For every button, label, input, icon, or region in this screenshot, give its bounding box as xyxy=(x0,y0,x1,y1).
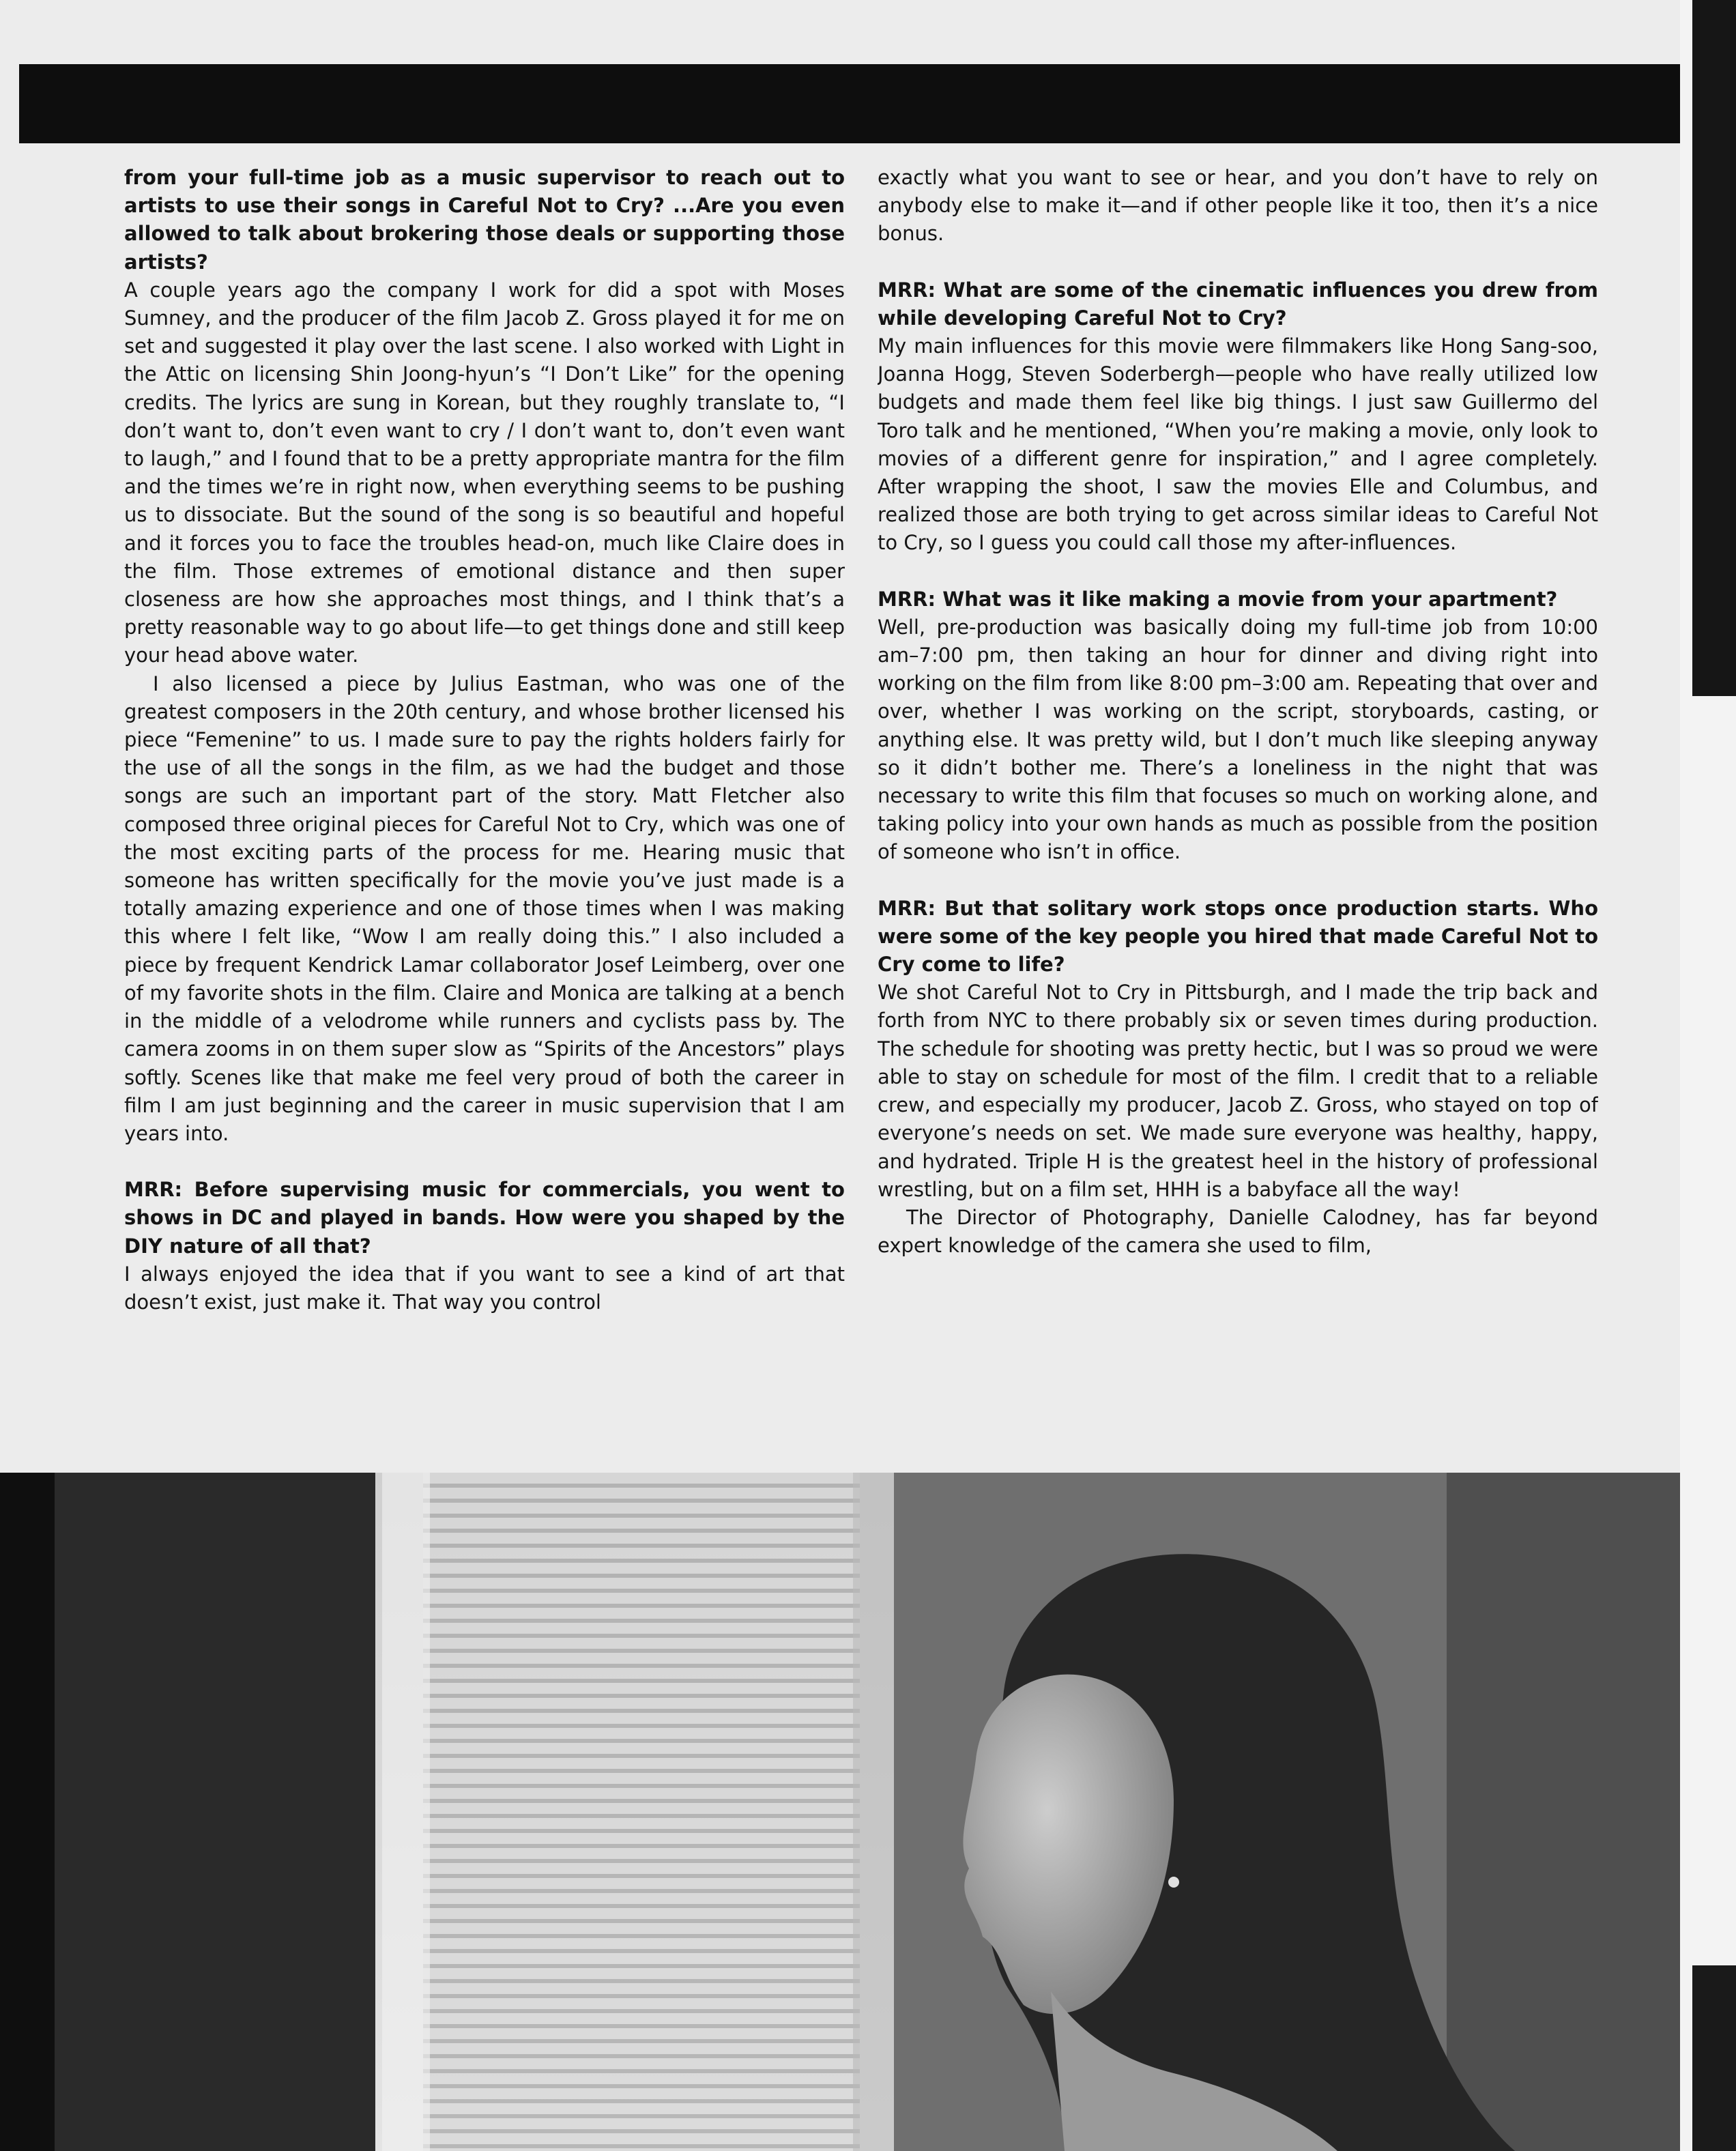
answer-paragraph: exactly what you want to see or hear, and you don’t have to rely on anybody else to make it—and if other people like it too, then it’s a nice bonus. xyxy=(878,166,1598,246)
spine-shadow-top xyxy=(1692,0,1736,696)
left-column xyxy=(124,164,845,1441)
answer-paragraph: My main influences for this movie were filmmakers like Hong Sang-soo, Joanna Hogg, Steven Soderbergh—people who have really utilized low budgets and made them feel like big things. I just saw Guillermo del Toro talk and he mentioned, “When you’re making a movie, only look to movies of a different genre for inspiration,” and I agree completely. After wrapping the shoot, I saw the movies Elle and Columbus, and realized those are both trying to get across similar ideas to Careful Not to Cry, so I guess you could call those my after-influences. xyxy=(878,334,1598,555)
interview-question: MRR: What was it like making a movie from your apartment? xyxy=(878,587,1558,611)
header-black-bar xyxy=(19,64,1680,143)
answer-paragraph: We shot Careful Not to Cry in Pittsburgh, and I made the trip back and forth from NYC to there probably six or seven times during production. The schedule for shooting was pretty hectic, but I was so proud we were able to stay on schedule for most of the film. I credit that to a reliable crew, and especially my producer, Jacob Z. Gross, who stayed on top of everyone’s needs on set. We made sure everyone was healthy, happy, and hydrated. Triple H is the greatest heel in the history of professional wrestling, but on a film set, HHH is a babyface all the way! xyxy=(878,981,1598,1201)
answer-paragraph: A couple years ago the company I work for did a spot with Moses Sumney, and the producer of the film Jacob Z. Gross played it for me on set and suggested it play over the last scene. I also worked with Light in the Attic on licensing Shin Joong-hyun’s “I Don’t Like” for the opening credits. The lyrics are sung in Korean, but they roughly translate to, “I don’t want to, don’t even want to cry / I don’t want to, don’t even want to laugh,” and I found that to be a pretty appropriate mantra for the film and the times we’re in right now, when everything seems to be pushing us to dissociate. But the sound of the song is so beautiful and hopeful and it forces you to face the troubles head-on, much like Claire does in the film. Those extremes of emotional distance and then super closeness are how she approaches most things, and I think that’s a pretty reasonable way to go about life—to get things done and still keep your head above water. xyxy=(124,278,845,667)
right-column xyxy=(878,164,1598,1441)
interview-question: MRR: But that solitary work stops once production starts. Who were some of the key people you hired that made Careful Not to Cry come to life? xyxy=(878,896,1598,977)
interview-question: MRR: Before supervising music for commercials, you went to shows in DC and played in bands. How were you shaped by the DIY nature of all that? xyxy=(124,1178,845,1258)
answer-paragraph: I also licensed a piece by Julius Eastman, who was one of the greatest composers in the 20th century, and whose brother licensed his piece “Femenine” to us. I made sure to pay the rights holders fairly for the use of all the songs in the film, as we had the budget and those songs are such an important part of the story. Matt Fletcher also composed three original pieces for Careful Not to Cry, which was one of the most exciting parts of the process for me. Hearing music that someone has written specifically for the movie you’ve just made is a totally amazing experience and one of those times when I was making this where I felt like, “Wow I am really doing this.” I also included a piece by frequent Kendrick Lamar collaborator Josef Leimberg, over one of my favorite shots in the film. Claire and Monica are talking at a bench in the middle of a velodrome while runners and cyclists pass by. The camera zooms in on them super slow as “Spirits of the Ancestors” plays softly. Scenes like that make me feel very proud of both the career in film I am just beginning and the career in music supervision that I am years into. xyxy=(124,672,845,1145)
answer-paragraph: I always enjoyed the idea that if you want to see a kind of art that doesn’t exist, just make it. That way you control xyxy=(124,1262,845,1314)
interview-question: MRR: What are some of the cinematic influences you drew from while developing Careful Not to Cry? xyxy=(878,278,1598,330)
answer-paragraph: The Director of Photography, Danielle Calodney, has far beyond expert knowledge of the camera she used to film, xyxy=(878,1205,1598,1258)
film-still-illustration xyxy=(0,1473,1680,2151)
answer-paragraph: Well, pre-production was basically doing my full-time job from 10:00 am–7:00 pm, then taking an hour for dinner and diving right into working on the film from like 8:00 pm–3:00 am. Repeating that over and over, whether I was working on the script, storyboards, casting, or anything else. It was pretty wild, but I don’t much like sleeping anyway so it didn’t bother me. There’s a loneliness in the night that was necessary to write this film that focuses so much on working alone, and taking policy into your own hands as much as possible from the position of someone who isn’t in office. xyxy=(878,615,1598,864)
spine-shadow-bottom xyxy=(1692,1965,1736,2151)
question-continued: from your full-time job as a music supervisor to reach out to artists to use their songs in Careful Not to Cry? ...Are you even allowed to talk about brokering those deals or supporting those artists? xyxy=(124,166,845,274)
film-still-photo xyxy=(0,1473,1680,2151)
